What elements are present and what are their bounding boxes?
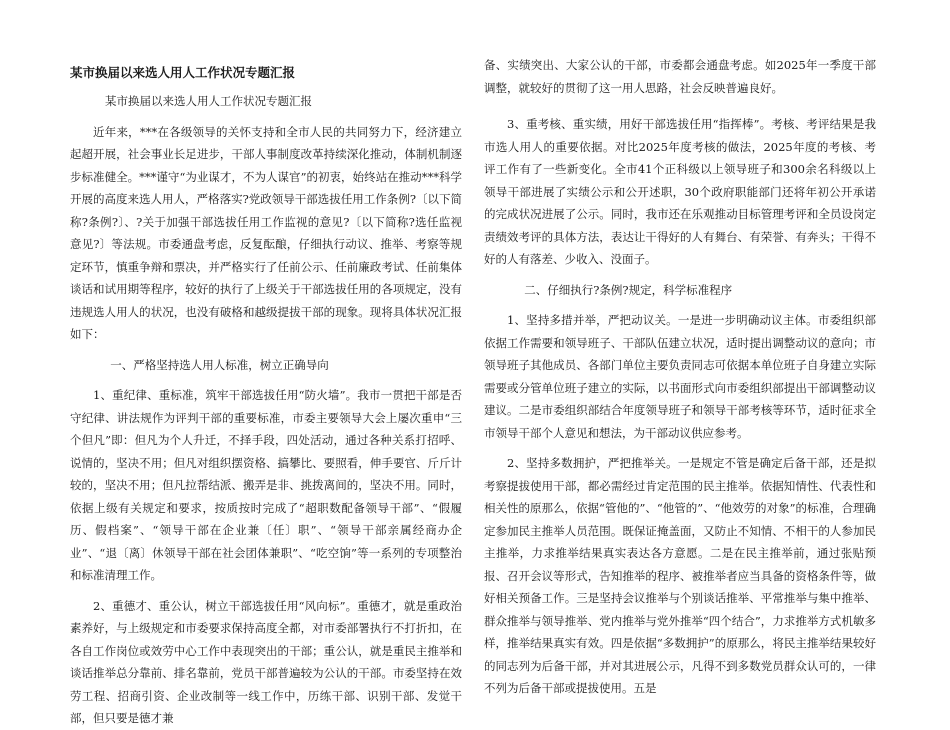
body-paragraph: 1、坚持多措并举，严把动议关。一是进一步明确动议主体。市委组织部依据工作需要和领导班子、干部队伍建立状况，适时提出调整动议的意向；市领导班子其他成员、各部门单位主要负责同志可依据本单位班子自身建立实际需要或分管单位班子建立的实际，以书面形式向市委组织部提出干部调整动议建议。二是市委组织部结合年度领导班子和领导干部考核等环节，适时征求全市领导干部个人意见和想法，为干部动议供应参考。	[484, 313, 876, 440]
section-heading-1: 一、严格坚持选人用人标准，树立正确导向	[110, 357, 329, 372]
body-paragraph-continued: 备、实绩突出、大家公认的干部，市委都会通盘考虑。如2025年一季度干部调整，就较好的贯彻了这一用人思路，社会反映普遍良好。	[484, 58, 876, 95]
body-paragraph: 2、坚持多数拥护，严把推举关。一是规定不管是确定后备干部，还是拟考察提拔使用干部，都必需经过肯定范围的民主推举。依据知情性、代表性和相关性的原那么，依据“管他的”、“他管的”、“他效劳的对象”的标准，合理确定参加民主推举人员范围。既保证掩盖面，又防止不知情、不相干的人参加民主推举，力求推举结果真实表达各方意愿。二是在民主推举前，通过张贴预报、召开会议等形式，告知推举的程序、被推举者应当具备的资格条件等，做好相关预备工作。三是坚持会议推举与个别谈话推举、平常推举与集中推举、群众推举与领导推举、党内推举与党外推举“四个结合”，力求推举方式机敏多样，推举结果真实有效。四是依据“多数拥护”的原那么，将民主推举结果较好的同志列为后备干部，并对其进展公示，凡得不到多数党员群众认可的，一律不列为后备干部或提拔使用。五是	[484, 456, 876, 695]
right-column	[484, 54, 876, 695]
document-subtitle: 某市换届以来选人用人工作状况专题汇报	[105, 94, 312, 108]
body-paragraph: 3、重考核、重实绩，用好干部选拔任用“指挥棒”。考核、考评结果是我市选人用人的重要依据。对比2025年度考核的做法，2025年度的考核、考评工作有了一些新变化。全市41个正科级以上领导班子和300余名科级以上领导干部进展了实绩公示和公开述职，30个政府职能部门还将年初公开承诺的完成状况进展了公示。同时，我市还在乐观推动目标管理考评和全员设岗定责绩效考评的具体方法，表达让干得好的人有舞台、有荣誉、有奔头；干得不好的人有落差、少收入、没面子。	[484, 117, 876, 266]
intro-paragraph: 近年来，***在各级领导的关怀支持和全市人民的共同努力下，经济建立起超开展，社会事业长足进步，干部人事制度改革持续深化推动，体制机制逐步标准健全。***谨守“为业谋才，不为人谋官”的初衷，始终站在推动***科学开展的高度来选人用人，严格落实?党政领导干部选拔任用工作条例?〔以下简称?条例?〕、?关于加强干部选拔任用工作监视的意见?〔以下简称?选任监视意见?〕等法规。市委通盘考虑，反复酝酿，仔细执行动议、推举、考察等规定环节，慎重争辩和票决，并严格实行了任前公示、任前廉政考试、任前集体谈话和试用期等程序，较好的执行了上级关于干部选拔任用的各项规定，没有违规选人用人的状况，也没有破格和越级提拔干部的现象。现将具体状况汇报如下：	[70, 124, 462, 341]
body-paragraph: 1、重纪律、重标准，筑牢干部选拔任用“防火墙”。我市一贯把干部是否守纪律、讲法规作为评判干部的重要标准，市委主要领导大会上屡次重申“三个但凡”即：但凡为个人升迁，不择手段，四处活动，通过各种关系打招呼、说情的，坚决不用；但凡对组织摆资格、搞攀比、要照看，伸手要官、斤斤计较的，坚决不用；但凡拉帮结派、搬弄是非、挑拨离间的，坚决不用。同时，依据上级有关规定和要求，按质按时完成了“超职数配备领导干部”、“假履历、假档案”、“领导干部在企业兼〔任〕职”、“领导干部亲属经商办企业”、“退〔离〕休领导干部在社会团体兼职”、“吃空饷”等一系列的专项整治和标准清理工作。	[70, 388, 462, 582]
body-paragraph: 2、重德才、重公认，树立干部选拔任用“风向标”。重德才，就是重政治素养好，与上级规定和市委要求保持高度全都，对市委部署执行不打折扣，在各自工作岗位或效劳中心工作中表现突出的干部；重公认，就是重民主推举和谈话推举总分靠前、排名靠前，党员干部普遍较为公认的干部。市委坚持在效劳工程、招商引资、企业改制等一线工作中，历练干部、识别干部、发觉干部，但只要是德才兼	[70, 598, 462, 725]
left-column	[70, 62, 462, 725]
section-heading-2: 二、仔细执行?条例?规定，科学标准程序	[524, 282, 733, 297]
document-title: 某市换届以来选人用人工作状况专题汇报	[70, 65, 296, 80]
